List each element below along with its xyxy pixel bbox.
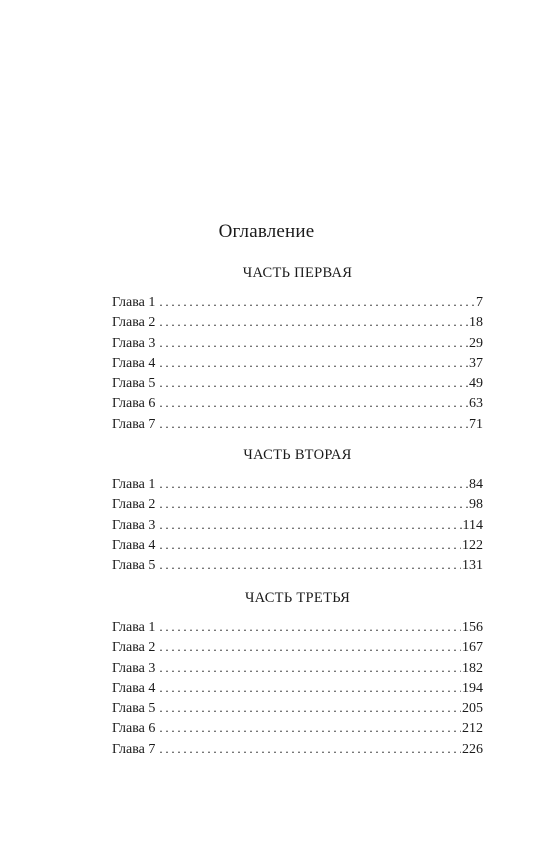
toc-entry[interactable] (112, 373, 483, 393)
dot-leader (159, 535, 461, 555)
part-heading: ЧАСТЬ ТРЕТЬЯ (244, 590, 351, 606)
toc-entry[interactable] (112, 555, 483, 575)
page-number: 122 (462, 537, 483, 553)
dot-leader (159, 637, 461, 657)
page-number: 49 (469, 376, 483, 392)
dot-leader (159, 414, 468, 434)
chapter-label: Глава 3 (112, 660, 156, 676)
toc-entry[interactable] (112, 678, 483, 698)
chapter-label: Глава 2 (112, 315, 156, 331)
toc-entry[interactable] (112, 637, 483, 657)
chapter-label: Глава 5 (112, 701, 156, 717)
page-number: 182 (462, 660, 483, 676)
dot-leader (159, 474, 468, 494)
chapter-label: Глава 6 (112, 396, 156, 412)
dot-leader (159, 555, 461, 575)
toc-entry[interactable] (112, 414, 483, 434)
page-number: 156 (462, 620, 483, 635)
dot-leader (159, 333, 468, 353)
toc-part-one (112, 262, 483, 434)
page-number: 167 (462, 640, 483, 656)
dot-leader (159, 515, 461, 535)
toc-part-two (112, 444, 483, 575)
page-number: 212 (462, 721, 483, 737)
page-number: 18 (469, 315, 483, 331)
page-number: 194 (462, 680, 483, 696)
dot-leader (159, 678, 461, 698)
page-number: 131 (462, 558, 483, 574)
page-number: 226 (462, 741, 483, 757)
toc-entry[interactable] (112, 617, 483, 637)
page-number: 63 (469, 396, 483, 412)
toc-entry[interactable] (112, 698, 483, 718)
dot-leader (159, 739, 461, 759)
toc-entry[interactable] (112, 292, 483, 312)
toc-entry[interactable] (112, 393, 483, 413)
dot-leader (159, 312, 468, 332)
page-number: 37 (469, 355, 483, 371)
toc-entry[interactable] (112, 312, 483, 332)
chapter-label: Глава 2 (112, 497, 156, 513)
chapter-label: Глава 4 (112, 355, 156, 371)
chapter-label: Глава 4 (112, 680, 156, 696)
toc-part-three (112, 587, 483, 759)
toc-entry[interactable] (112, 739, 483, 759)
page-number: 205 (462, 701, 483, 717)
chapter-label: Глава 1 (112, 295, 156, 310)
dot-leader (159, 373, 468, 393)
chapter-label: Глава 7 (112, 416, 156, 432)
chapter-label: Глава 6 (112, 721, 156, 737)
toc-entry[interactable] (112, 658, 483, 678)
page-number: 98 (469, 497, 483, 513)
toc-entry[interactable] (112, 353, 483, 373)
part-heading: ЧАСТЬ ВТОРАЯ (243, 447, 352, 463)
chapter-label: Глава 4 (112, 537, 156, 553)
toc-entry[interactable] (112, 333, 483, 353)
dot-leader (159, 718, 461, 738)
toc-entry[interactable] (112, 718, 483, 738)
page-number: 29 (469, 335, 483, 351)
toc-entry[interactable] (112, 535, 483, 555)
chapter-label: Глава 5 (112, 558, 156, 574)
dot-leader (159, 393, 468, 413)
page-number: 84 (469, 477, 483, 492)
dot-leader (159, 698, 461, 718)
dot-leader (159, 658, 461, 678)
page-number: 7 (476, 295, 483, 310)
page-number: 114 (462, 517, 483, 533)
toc-entry[interactable] (112, 474, 483, 494)
part-heading: ЧАСТЬ ПЕРВАЯ (242, 265, 353, 281)
dot-leader (159, 494, 468, 514)
chapter-label: Глава 1 (112, 620, 156, 635)
dot-leader (159, 292, 475, 312)
chapter-label: Глава 3 (112, 335, 156, 351)
chapter-label: Глава 7 (112, 741, 156, 757)
dot-leader (159, 353, 468, 373)
page-number: 71 (469, 416, 483, 432)
toc-title: Оглавление (218, 221, 315, 242)
chapter-label: Глава 3 (112, 517, 156, 533)
chapter-label: Глава 5 (112, 376, 156, 392)
dot-leader (159, 617, 461, 637)
chapter-label: Глава 2 (112, 640, 156, 656)
chapter-label: Глава 1 (112, 477, 156, 492)
toc-entry[interactable] (112, 494, 483, 514)
toc-entry[interactable] (112, 515, 483, 535)
